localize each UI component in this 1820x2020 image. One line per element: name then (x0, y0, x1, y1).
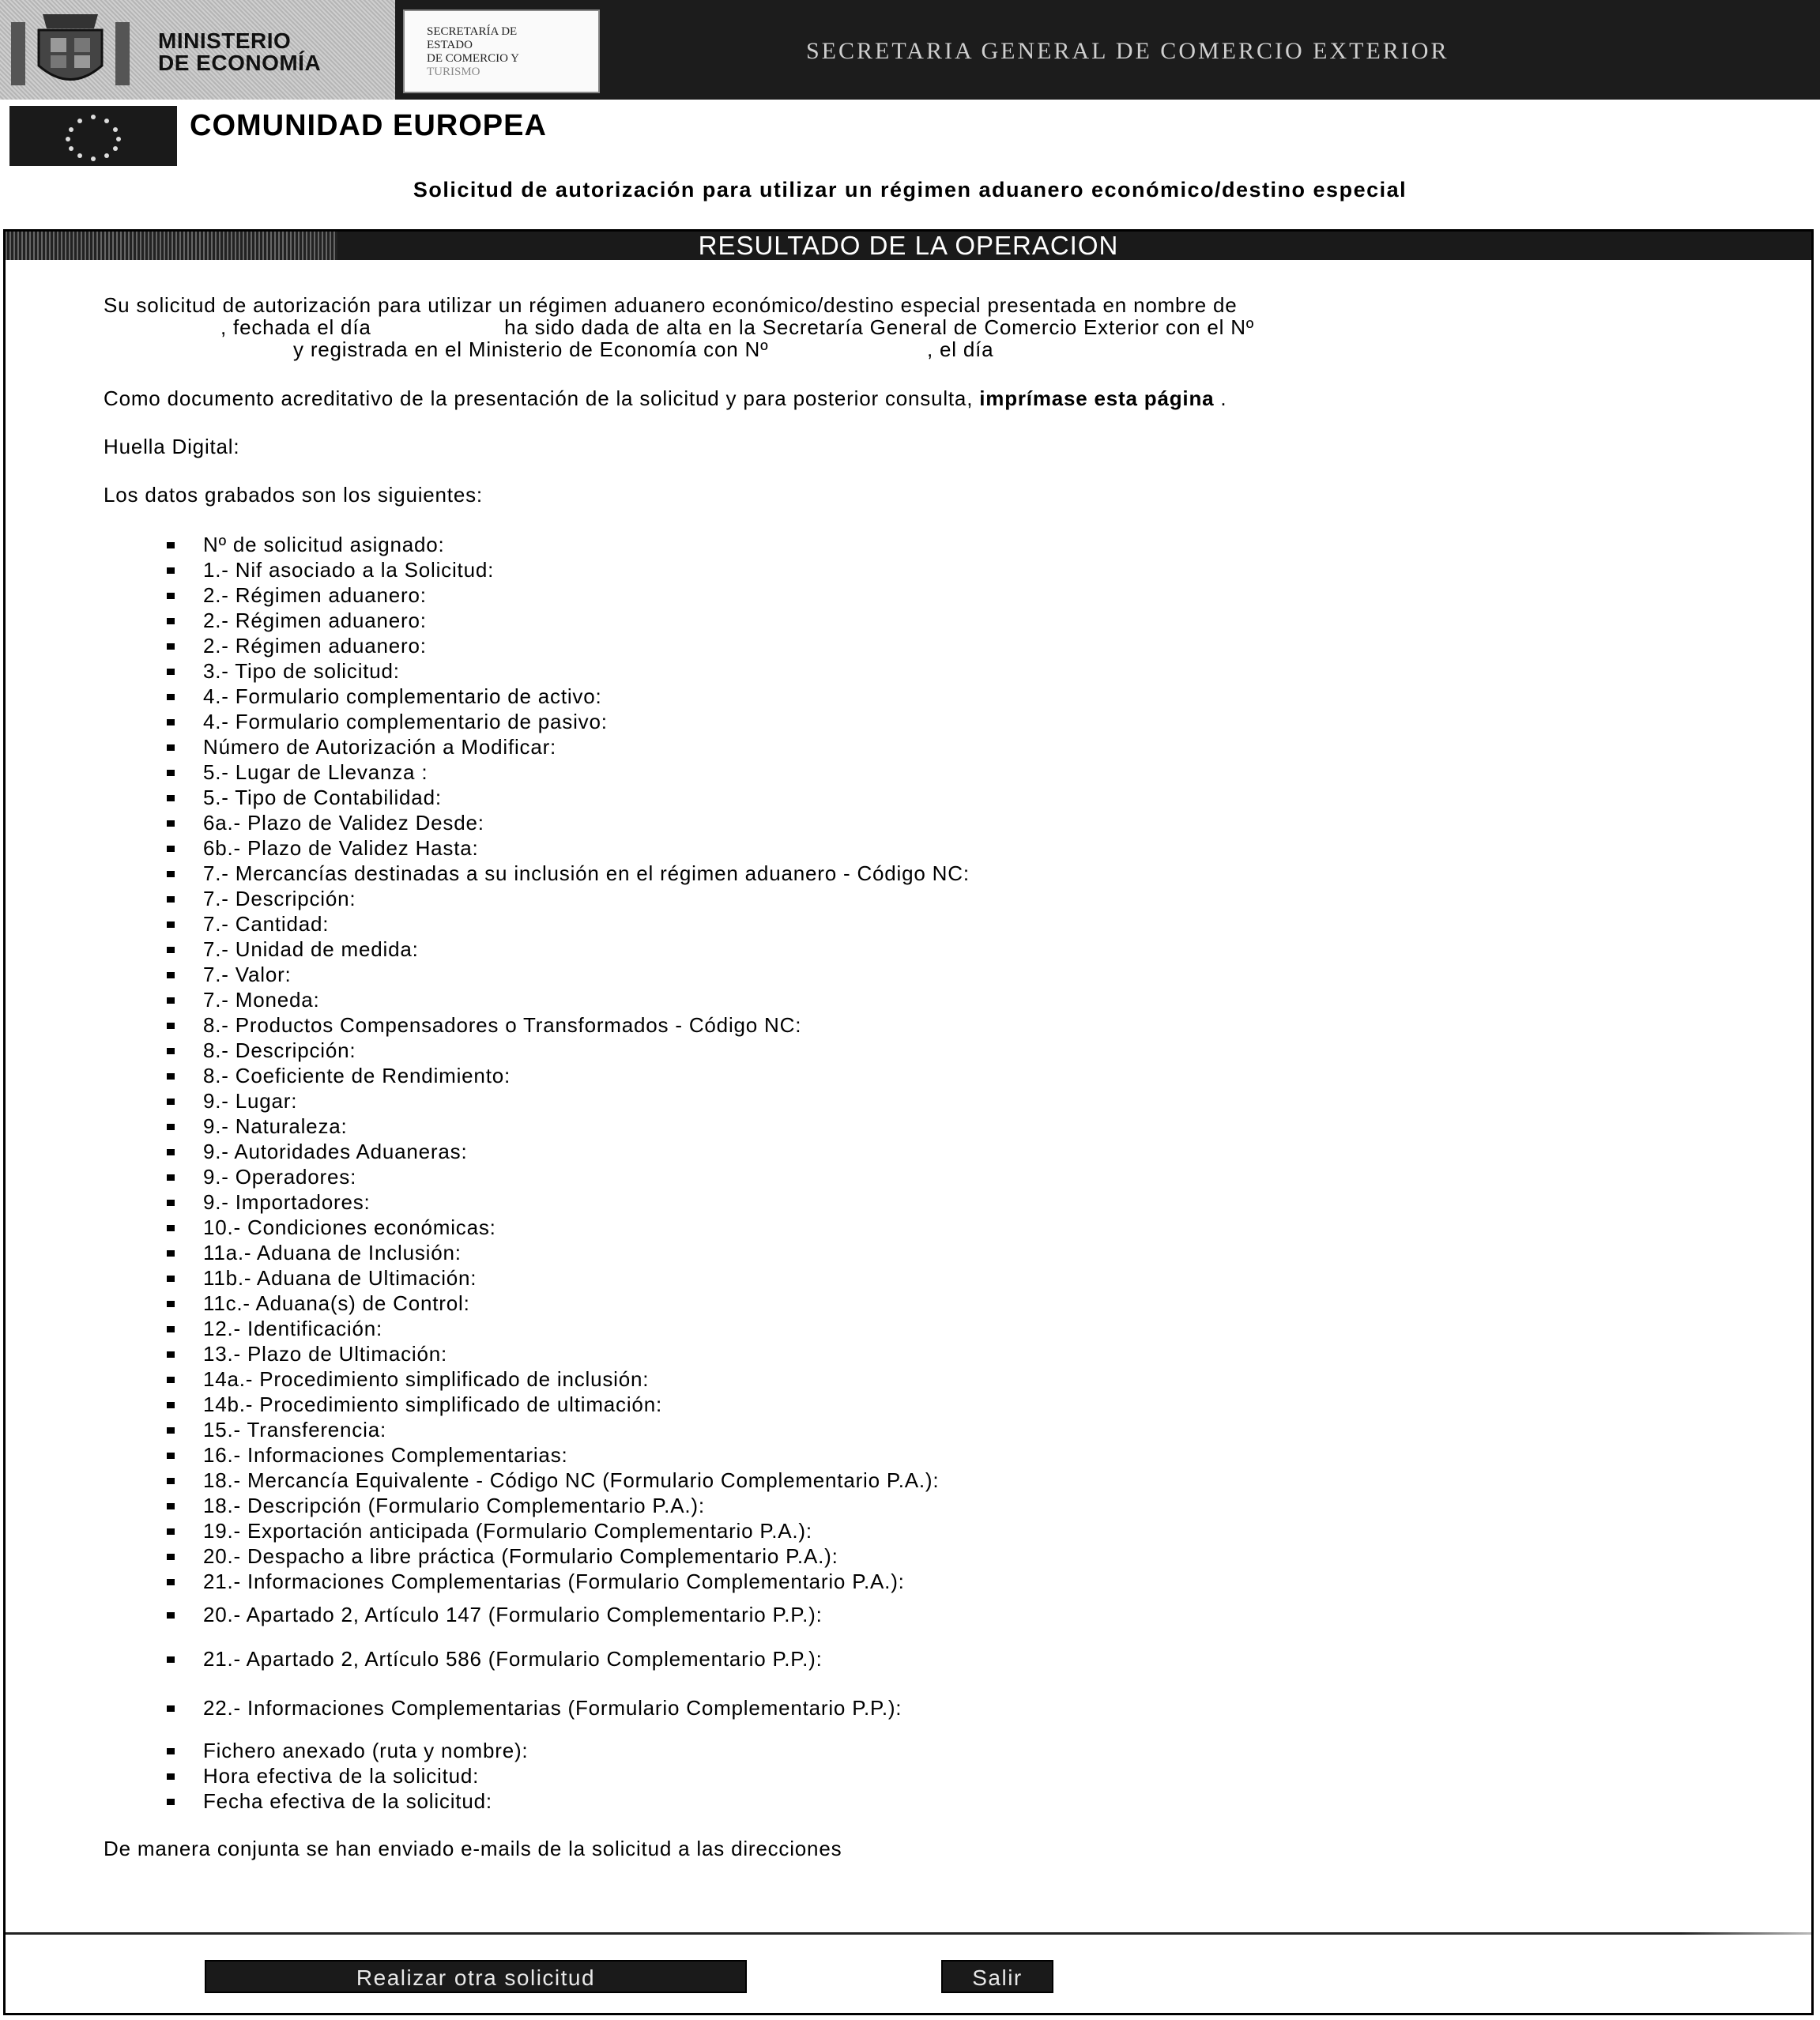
list-item: 18.- Mercancía Equivalente - Código NC (Formulario Complementario P.A.): (167, 1468, 970, 1493)
eu-flag-icon (9, 106, 177, 166)
print-instruction (104, 386, 1227, 410)
secretaria-line-4: TURISMO (427, 66, 480, 78)
header-title: SECRETARIA GENERAL DE COMERCIO EXTERIOR (806, 38, 1449, 64)
list-item: 5.- Lugar de Llevanza : (167, 759, 970, 785)
list-item: 4.- Formulario complementario de pasivo: (167, 709, 970, 734)
list-item: 5.- Tipo de Contabilidad: (167, 785, 970, 810)
list-item: 7.- Mercancías destinadas a su inclusión en el régimen aduanero - Código NC: (167, 861, 970, 886)
print-instruction-end: . (1214, 386, 1227, 410)
list-item: 9.- Importadores: (167, 1189, 970, 1215)
footer-divider-fade (1681, 1932, 1811, 1935)
list-item: 18.- Descripción (Formulario Complementario P.A.): (167, 1493, 970, 1518)
new-request-button[interactable]: Realizar otra solicitud (205, 1960, 747, 1993)
exit-button[interactable]: Salir (941, 1960, 1053, 1993)
secretaria-line-3: DE COMERCIO Y (427, 52, 519, 65)
spain-coat-of-arms-icon (11, 6, 130, 93)
list-item: 6a.- Plazo de Validez Desde: (167, 810, 970, 835)
result-header-text: RESULTADO DE LA OPERACION (698, 231, 1119, 260)
print-instruction-bold: imprímase esta página (979, 386, 1215, 410)
list-item: 9.- Operadores: (167, 1164, 970, 1189)
list-item: 7.- Cantidad: (167, 911, 970, 937)
print-instruction-text: Como documento acreditativo de la presentación de la solicitud y para posterior consulta, (104, 386, 980, 410)
header-texture (6, 232, 337, 260)
list-item: 20.- Apartado 2, Artículo 147 (Formulario Complementario P.P.): (167, 1602, 970, 1627)
list-item: 19.- Exportación anticipada (Formulario Complementario P.A.): (167, 1518, 970, 1543)
list-item: 11c.- Aduana(s) de Control: (167, 1291, 970, 1316)
list-item: 6b.- Plazo de Validez Hasta: (167, 835, 970, 861)
list-item: 14a.- Procedimiento simplificado de inclusión: (167, 1366, 970, 1392)
list-item: 21.- Informaciones Complementarias (Formulario Complementario P.A.): (167, 1569, 970, 1594)
list-item: 7.- Descripción: (167, 886, 970, 911)
list-item: 13.- Plazo de Ultimación: (167, 1341, 970, 1366)
list-item: 7.- Valor: (167, 962, 970, 987)
list-item: 9.- Naturaleza: (167, 1114, 970, 1139)
result-section-header (6, 232, 1811, 260)
footer-divider (6, 1932, 1811, 1935)
list-item: 8.- Coeficiente de Rendimiento: (167, 1063, 970, 1088)
ministry-logo-block (0, 0, 395, 100)
list-item: 7.- Moneda: (167, 987, 970, 1012)
list-item: 12.- Identificación: (167, 1316, 970, 1341)
list-item: 2.- Régimen aduanero: (167, 633, 970, 658)
list-item: 14b.- Procedimiento simplificado de ultimación: (167, 1392, 970, 1417)
list-item: Fecha efectiva de la solicitud: (167, 1788, 970, 1814)
recorded-data-list (167, 532, 970, 1814)
list-item: 20.- Despacho a libre práctica (Formulario Complementario P.A.): (167, 1543, 970, 1569)
list-item: 3.- Tipo de solicitud: (167, 658, 970, 684)
ministry-name (158, 30, 321, 74)
list-item: 2.- Régimen aduanero: (167, 582, 970, 608)
list-item: 1.- Nif asociado a la Solicitud: (167, 557, 970, 582)
list-item: 9.- Autoridades Aduaneras: (167, 1139, 970, 1164)
list-item: 9.- Lugar: (167, 1088, 970, 1114)
list-item: Fichero anexado (ruta y nombre): (167, 1738, 970, 1763)
list-item: Hora efectiva de la solicitud: (167, 1763, 970, 1788)
result-message-line-3: y registrada en el Ministerio de Economía con Nº , el día (293, 337, 994, 361)
top-header-bar (0, 0, 1820, 100)
list-item: 22.- Informaciones Complementarias (Formulario Complementario P.P.): (167, 1695, 970, 1720)
list-item: Número de Autorización a Modificar: (167, 734, 970, 759)
result-message-line-2: , fechada el día ha sido dada de alta en la Secretaría General de Comercio Exterior con el Nº (220, 315, 1255, 339)
list-item: 15.- Transferencia: (167, 1417, 970, 1442)
list-item: 8.- Productos Compensadores o Transformados - Código NC: (167, 1012, 970, 1038)
result-message-line-1: Su solicitud de autorización para utilizar un régimen aduanero económico/destino especial presentada en nombre de (104, 293, 1238, 317)
list-item: 11b.- Aduana de Ultimación: (167, 1265, 970, 1291)
result-frame (3, 229, 1814, 2015)
huella-digital-label: Huella Digital: (104, 435, 240, 458)
list-item: 7.- Unidad de medida: (167, 937, 970, 962)
page-subtitle: Solicitud de autorización para utilizar un régimen aduanero económico/destino especial (413, 178, 1407, 202)
datos-grabados-label: Los datos grabados son los siguientes: (104, 483, 483, 507)
list-item: 4.- Formulario complementario de activo: (167, 684, 970, 709)
ministry-line-2: DE ECONOMÍA (158, 51, 322, 75)
secretaria-line-1: SECRETARÍA DE (427, 25, 518, 38)
list-item: 8.- Descripción: (167, 1038, 970, 1063)
list-item: 2.- Régimen aduanero: (167, 608, 970, 633)
list-item: 11a.- Aduana de Inclusión: (167, 1240, 970, 1265)
emails-sent-message: De manera conjunta se han enviado e-mails de la solicitud a las direcciones (104, 1837, 842, 1860)
eu-title: COMUNIDAD EUROPEA (190, 109, 547, 142)
secretaria-estado-box (403, 9, 600, 93)
list-item: 21.- Apartado 2, Artículo 586 (Formulario Complementario P.P.): (167, 1646, 970, 1671)
secretaria-line-2: ESTADO (427, 39, 473, 51)
ministry-line-1: MINISTERIO (158, 28, 292, 53)
list-item: Nº de solicitud asignado: (167, 532, 970, 557)
list-item: 16.- Informaciones Complementarias: (167, 1442, 970, 1468)
list-item: 10.- Condiciones económicas: (167, 1215, 970, 1240)
